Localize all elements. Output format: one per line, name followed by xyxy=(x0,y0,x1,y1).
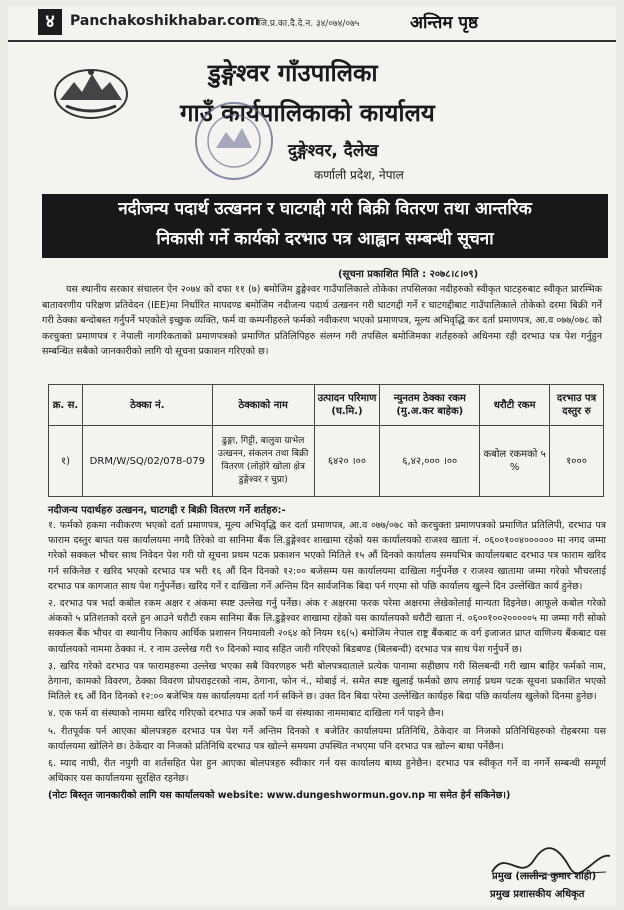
header-contract-name: ठेक्काको नाम xyxy=(212,385,314,426)
office-name: गाउँ कार्यपालिकाको कार्यालय xyxy=(180,99,435,127)
notice-title-box xyxy=(42,194,608,258)
cell-serial: १) xyxy=(49,426,83,497)
terms-list xyxy=(48,518,606,806)
cell-deposit: कबोल रकमको ५ % xyxy=(480,426,550,497)
newspaper-page xyxy=(8,6,616,906)
masthead-strip xyxy=(8,6,616,42)
term-item: ५. रीतपूर्वक पर्न आएका बोलपत्रहरु दरभाउ पत्र पेश गर्ने अन्तिम दिनको १ बजेतिर कार्यालयमा प्रतिनिधि, ठेकेदार वा निजको प्रतिनिधिहरुको रोहबरमा यस कार्यालयमा खोलिने छ। ठेकेदार वा निजको प्रतिनिधि दरभाउ पत्र खोल्ने समयमा उपस्थित नभएमा पनि दरभाउ पत्र खोल्न बाधा पर्नेछैन। xyxy=(48,725,606,752)
contract-table xyxy=(48,384,604,497)
term-item: ४. एक फर्म वा संस्थाको नाममा खरिद गरिएको दरभाउ पत्र अर्को फर्म वा संस्थाका नाममाबाट दाखिला गर्न पाइने छैन। xyxy=(48,708,444,720)
term-item: ६. म्याद नाघी, रीत नपुगी वा शर्तसहित पेश हुन आएका बोलपत्रहरु स्वीकार गर्न यस कार्यालय बाध्य हुनेछैन। दरभाउ पत्र स्वीकृत गर्ने वा नगर्ने सम्बन्धी सम्पूर्ण अधिकार यस कार्यालयमा सुरक्षित रहनेछ। xyxy=(48,758,606,785)
table-row xyxy=(49,426,604,497)
cell-contract-no: DRM/W/SQ/02/078-079 xyxy=(82,426,212,497)
cell-quantity: ६४२० ।०० xyxy=(314,426,380,497)
page-number: ४ xyxy=(38,9,62,35)
header-quantity: उत्पादन परिमाण (घ.मि.) xyxy=(314,385,380,426)
office-location: दुङ्गेश्वर, दैलेख xyxy=(288,141,379,161)
notice-intro: यस स्थानीय सरकार संचालन ऐन २०७४ को दफा ११ (७) बमोजिम डुङ्गेश्वर गाउँपालिकाले तोकेका तपसिलका नदीहरुको स्वीकृत घाटहरुबाट स्वीकृत प्रारम्भिक बातावरणीय परिक्षण प्रतिवेदन (IEE)मा निर्धारित मापदण्ड बमोजिम नदीजन्य पदार्थ उत्खनन गरी घाटगद्दी गर्ने र घाटगद्दीबाट गाउँपालिकाले तोकेको दरमा बिक्री गर्ने गरी ठेक्का बन्दोबस्त गर्नुपर्ने भएकोले इच्छुक व्यक्ति, फर्म वा कम्पनीहरुले फर्मको नवीकरण भएको प्रमाणपत्र, मूल्य अभिवृद्धि कर दर्ता प्रमाणपत्र, आ.व ०७७/०७८ को करचुक्ता प्रमाणपत्र र नेपाली नागरिकताको प्रमाणपत्रको प्रमाणित प्रतिलिपिहरु संलग्न गरी तपसिल बमोजिमका शर्तहरुको अधिनमा रही दरभाउ पत्र पेश गर्नुहुन सम्बन्धित सबैको जानकारीको लागि यो सूचना प्रकाशन गरिएको छ। xyxy=(42,284,602,357)
province-name: कर्णाली प्रदेश, नेपाल xyxy=(314,168,404,182)
signatory-name: प्रमुख (लालीन्द्र कुमार शाही) xyxy=(492,871,597,882)
term-item: ३. खरिद गरेको दरभाउ पत्र फारामहरुमा उल्लेख भएका सबै विवरणहरु भरी बोलपत्रदाताले प्रत्येक पानामा सहीछाप गरी सिलबन्दी गरी खाम बाहिर फर्मको नाम, ठेगाना, कामको विवरण, ठेक्का विवरण प्रोपराइटरको नाम, ठेगाना, फोन नं., मोबाई नं. समेत स्पष्ट खुलाई फर्मको छाप लगाई प्रथम पटक सूचना प्रकाशित भएको मितिले १६ औं दिन दिनको १२:०० बजेभित्र यस कार्यालयमा दर्ता गर्न सकिने छ। उक्त दिन बिदा परेमा उल्लेखित कार्यहरु बिदा पछि कार्यालय खुलेको दिनमा हुनेछ। xyxy=(48,660,606,703)
website-note: (नोटः बिस्तृत जानकारीको लागि यस कार्यालयको website: www.dungeshwormun.gov.np मा समेत हेर्न सकिनेछ।) xyxy=(48,790,511,802)
publication-date: (सूचना प्रकाशित मिति : २०७८।८।०९) xyxy=(338,269,479,280)
notice-title-line-2: निकासी गर्ने कार्यको दरभाउ पत्र आह्वान सम्बन्धी सूचना xyxy=(156,229,494,249)
notice-title-line-1: नदीजन्य पदार्थ उत्खनन र घाटगद्दी गरी बिक्री वितरण तथा आन्तरिक xyxy=(118,199,532,219)
header-deposit: धरौटी रकम xyxy=(480,385,550,426)
site-name: Panchakoshikhabar.com xyxy=(70,13,260,29)
municipality-name: डुङ्गेश्वर गाँउपालिका xyxy=(208,59,378,87)
terms-title: नदीजन्य पदार्थहरु उत्खनन, घाटगद्दी र बिक्री वितरण गर्ने शर्तहरु:- xyxy=(48,505,286,516)
cell-min-amount: ६,४२,००० ।०० xyxy=(380,426,480,497)
nepal-emblem-icon xyxy=(52,64,130,122)
cell-fee: १००० xyxy=(550,426,604,497)
header-min-amount: न्युनतम ठेक्का रकम (मु.अ.कर बाहेक) xyxy=(380,385,480,426)
office-stamp-icon xyxy=(186,98,282,184)
header-contract-no: ठेक्का नं. xyxy=(82,385,212,426)
term-item: १. फर्मको हकमा नवीकरण भएको दर्ता प्रमाणपत्र, मूल्य अभिवृद्धि कर दर्ता प्रमाणपत्र, आ.व ०७७/०७८ को करचुक्ता प्रमाणपत्रको प्रमाणित प्रतिलिपी, दरभाउ पत्र फाराम दस्तुर बापत यस कार्यालयमा नगदै तिरेको वा सानिमा बैंक लि.डुङ्गेश्वर शाखामा रहेको यस कार्यालयको राजश्व खाता नं. ०६००१००४०००००० मा नगद जम्मा गरेको सक्कल भौचर साथ निवेदन पेश गरी यो सूचना प्रथम पटक प्रकाशन भएको मितिले १५ औं दिनको कार्यालय समयभित्र कार्यालयबाट दरभाउ पत्र फाराम खरिद गर्न सकिनेछ र खरिद भएको दरभाउ पत्र भरी १६ औं दिन दिनको १२:०० बजेसम्म यस कार्यालयमा दाखिला गर्नुपर्नेछ र राजश्व खातामा जम्मा गरेको भौचरलाई दरभाउ पत्र कागजात साथ पेश गर्नुपर्नेछ। खरिद गर्ने र दाखिला गर्ने अन्तिम दिन सार्वजनिक बिदा पर्न गएमा सो पछि कार्यालय खुल्ने दिन उल्लेखित कार्य हुनेछ। xyxy=(48,520,606,592)
section-label: अन्तिम पृष्ठ xyxy=(410,13,479,33)
term-item: २. दरभाउ पत्र भर्दा कबोल रकम अक्षर र अंकमा स्पष्ट उल्लेख गर्नु पर्नेछ। अंक र अक्षरमा फरक परेमा अक्षरमा लेखेकोलाई मान्यता दिइनेछ। आफूले कबोल गरेको अंकको ५ प्रतिशतको दरले हुन आउने धरौटी रकम सानिमा बैंक लि.डुङ्गेश्वर शाखामा रहेको यस कार्यालयको धरौटी खाता नं. ०६००१००२०००००५ मा जम्मा गरी सोको सक्कल बैंक भौचर वा स्थानीय निकाय आर्थिक प्रशासन नियमावली २०६४ को नियम १६(५) बमोजिम नेपाल राष्ट्र बैंकबाट क वर्ग इजाजत प्राप्त वाणिज्य बैंकबाट यस कार्यालयको नाममा ठेक्का नं. र नाम उल्लेख गरी ९० दिनको म्याद सहित जारी गरिएको बिडबण्ड (बिलबन्दी) दरभाउ पत्र साथ पेश गर्नुपर्ने छ। xyxy=(48,598,606,655)
cell-contract-name: ढुङ्गा, गिट्टी, बालुवा ग्राभेल उत्खनन, संकलन तथा बिक्री वितरण (लोहोरे खोला क्षेत्र डुङ्गेश्वर र चुप्रा) xyxy=(212,426,314,497)
header-serial: क्र. स. xyxy=(49,385,83,426)
registration-number: जि.प्र.का.दै.दे.न. ३४/०७४/०७५ xyxy=(258,19,360,29)
header-fee: दरभाउ पत्र दस्तुर रु xyxy=(550,385,604,426)
signatory-title: प्रमुख प्रशासकीय अधिकृत xyxy=(490,889,585,900)
table-header-row xyxy=(49,385,604,426)
